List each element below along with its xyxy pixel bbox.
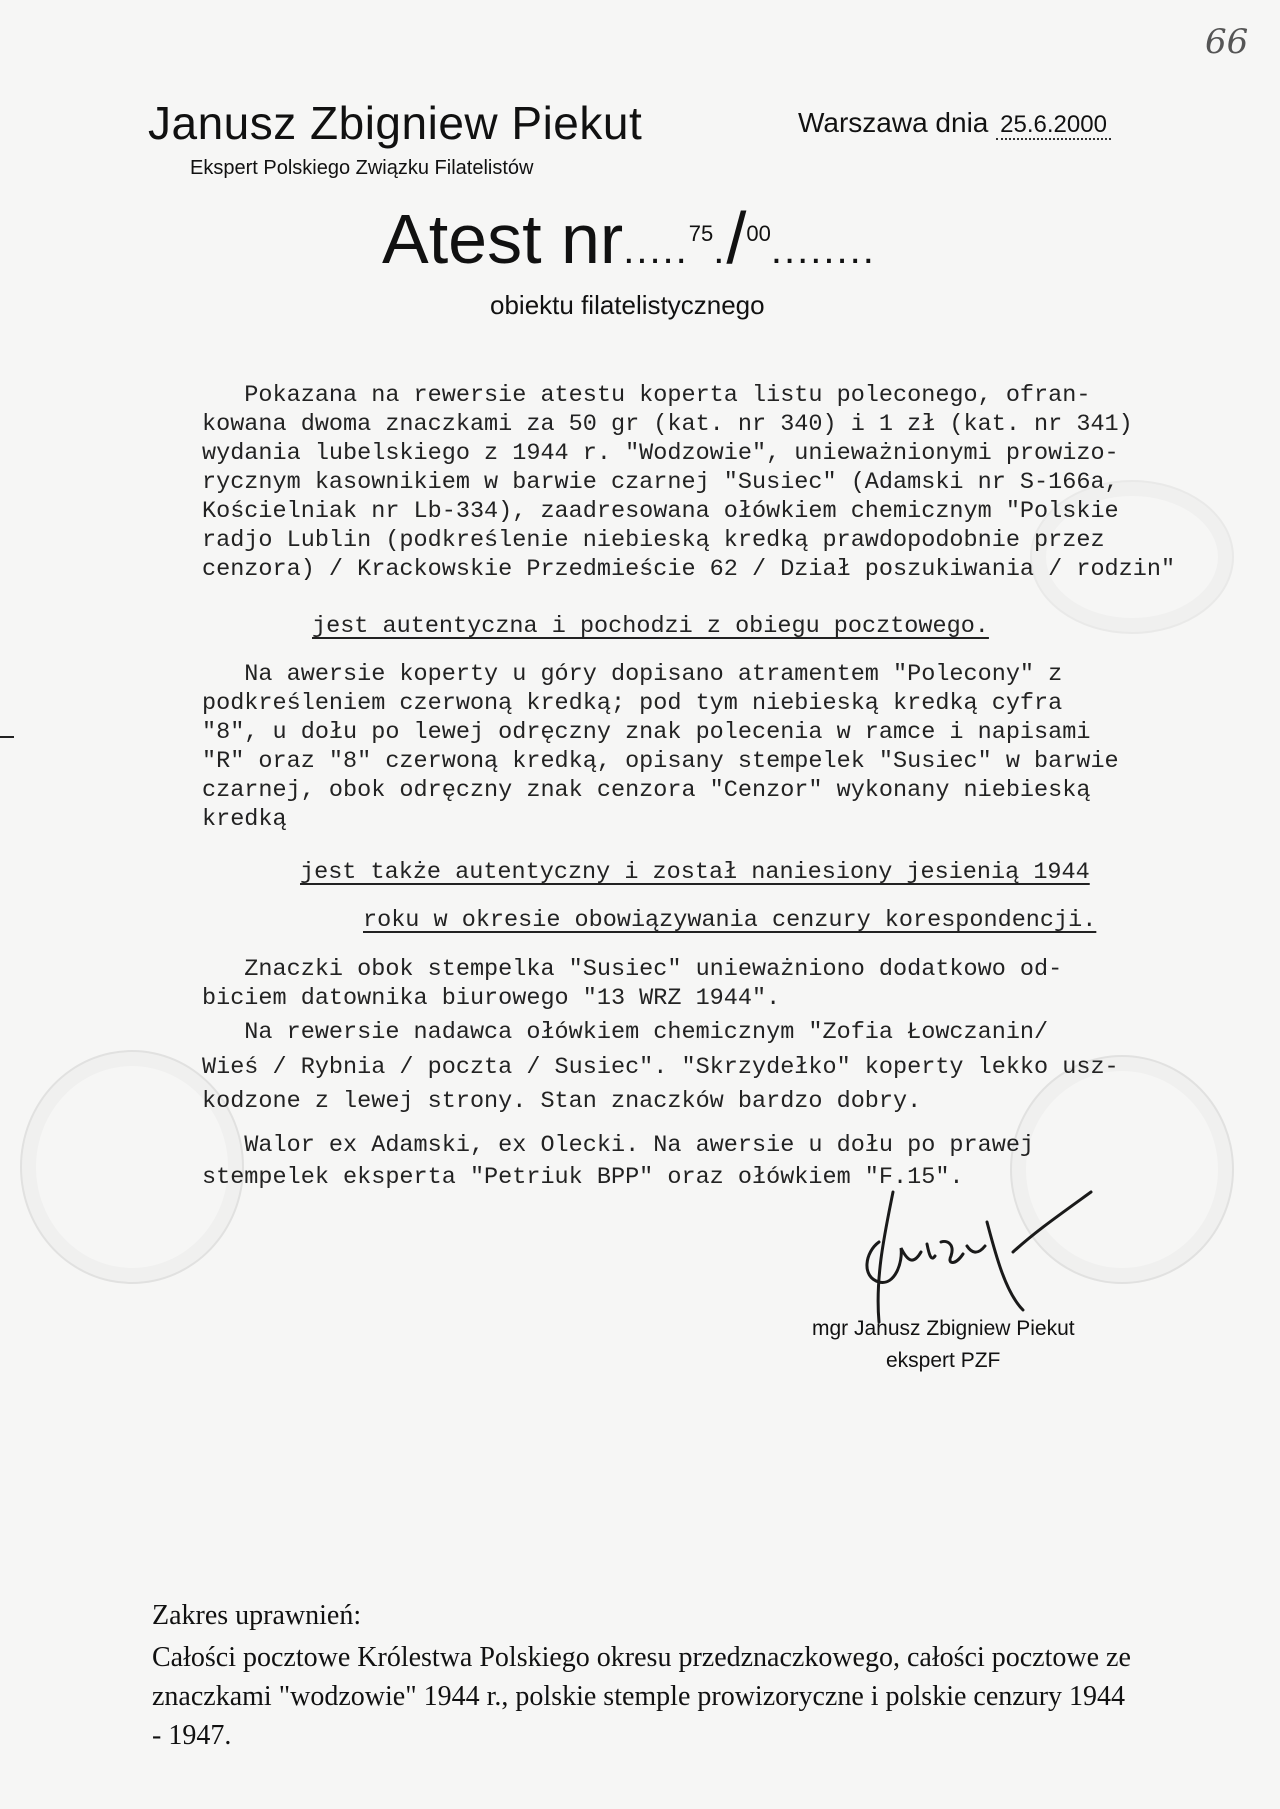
- body-line: Na awersie koperty u góry dopisano atramentem "Polecony" z: [202, 661, 1063, 688]
- document-subtitle: obiektu filatelistycznego: [490, 290, 765, 320]
- title-prefix: Atest nr: [382, 200, 624, 278]
- conclusion-authentic-marks: jest także autentyczny i został naniesiony jesienią 1944: [300, 859, 1090, 886]
- handwritten-signature: [855, 1182, 1115, 1332]
- author-name: Janusz Zbigniew Piekut: [148, 97, 643, 149]
- scope-text: Całości pocztowe Królestwa Polskiego okresu przedznaczkowego, całości pocztowe ze znaczkami "wodzowie" 1944 r., polskie stemple prowizoryczne i polskie cenzury 1944 - 1947.: [152, 1642, 1131, 1751]
- body-line: kredką: [202, 806, 287, 833]
- conclusion-censorship-period: roku w okresie obowiązywania cenzury korespondencji.: [363, 907, 1097, 934]
- signer-name: mgr Janusz Zbigniew Piekut: [812, 1317, 1075, 1340]
- document-title: Atest nr.....$^{75}$./$^{00}$........: [382, 199, 876, 279]
- place-date: [798, 107, 1111, 139]
- certificate-year: 00: [746, 221, 771, 246]
- body-line: kodzone z lewej strony. Stan znaczków bardzo dobry.: [202, 1088, 922, 1115]
- scope-title: Zakres uprawnień:: [152, 1600, 362, 1631]
- body-line: radjo Lublin (podkreślenie niebieską kredką prawdopodobnie przez: [202, 527, 1105, 554]
- body-line: rycznym kasownikiem w barwie czarnej "Susiec" (Adamski nr S-166a,: [202, 469, 1119, 496]
- body-line: stempelek eksperta "Petriuk BPP" oraz ołówkiem "F.15".: [202, 1164, 964, 1191]
- body-line: Wieś / Rybnia / poczta / Susiec". "Skrzydełko" koperty lekko usz-: [202, 1054, 1119, 1081]
- date-value: 25.6.2000: [996, 111, 1111, 140]
- margin-mark: [0, 736, 14, 738]
- body-line: "8", u dołu po lewej odręczny znak polecenia w ramce i napisami: [202, 719, 1091, 746]
- body-line: Znaczki obok stempelka "Susiec" unieważniono dodatkowo od-: [202, 956, 1063, 983]
- author-role: Ekspert Polskiego Związku Filatelistów: [190, 157, 534, 179]
- body-line: "R" oraz "8" czerwoną kredką, opisany stempelek "Susiec" w barwie: [202, 748, 1119, 775]
- body-line: Walor ex Adamski, ex Olecki. Na awersie u dołu po prawej: [202, 1132, 1035, 1159]
- body-line: czarnej, obok odręczny znak cenzora "Cenzor" wykonany niebieską: [202, 777, 1091, 804]
- conclusion-authentic-cover: jest autentyczna i pochodzi z obiegu pocztowego.: [312, 613, 989, 640]
- body-line: kowana dwoma znaczkami za 50 gr (kat. nr 340) i 1 zł (kat. nr 341): [202, 411, 1133, 438]
- body-line: wydania lubelskiego z 1944 r. "Wodzowie", unieważnionymi prowizo-: [202, 440, 1119, 467]
- body-line: Na rewersie nadawca ołówkiem chemicznym "Zofia Łowczanin/: [202, 1019, 1049, 1046]
- certificate-number: 75: [688, 221, 714, 246]
- body-line: biciem datownika biurowego "13 WRZ 1944".: [202, 985, 781, 1012]
- page-number: 66: [1205, 22, 1249, 62]
- place-label: Warszawa dnia: [798, 107, 989, 138]
- body-line: Pokazana na rewersie atestu koperta listu poleconego, ofran-: [202, 382, 1091, 409]
- body-line: Kościelniak nr Lb-334), zaadresowana ołówkiem chemicznym "Polskie: [202, 498, 1119, 525]
- body-line: podkreśleniem czerwoną kredką; pod tym niebieską kredką cyfra: [202, 690, 1063, 717]
- body-line: cenzora) / Krackowskie Przedmieście 62 / Dział poszukiwania / rodzin": [202, 556, 1176, 583]
- signer-role: ekspert PZF: [886, 1349, 1001, 1372]
